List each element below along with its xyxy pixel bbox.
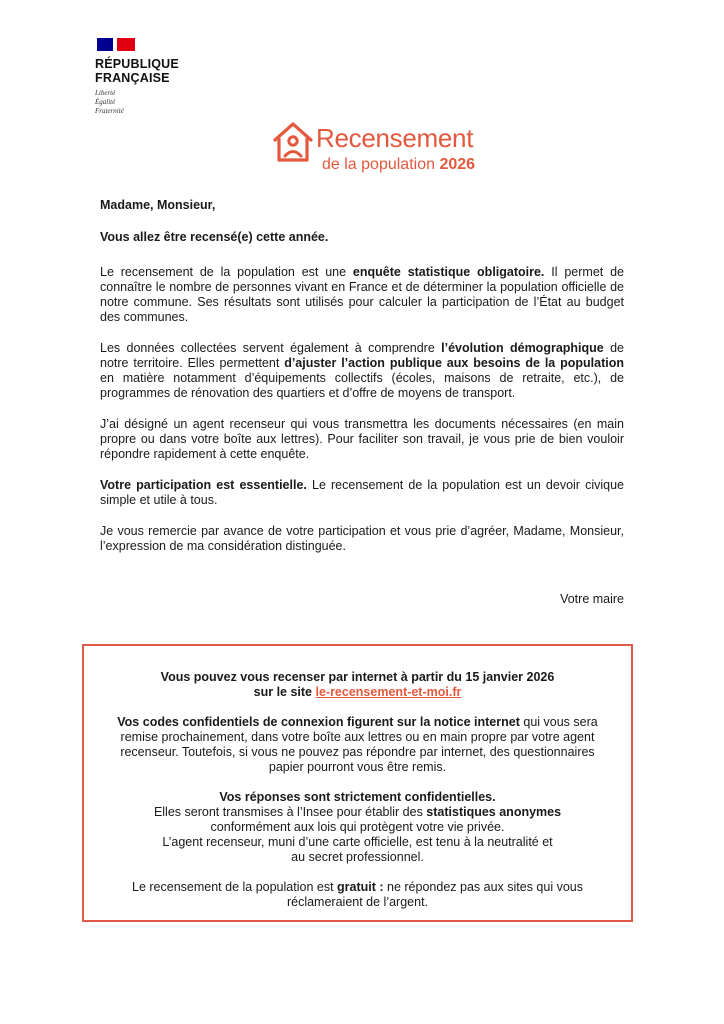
republic-name: RÉPUBLIQUE FRANÇAISE — [95, 57, 179, 85]
paragraph-1: Le recensement de la population est une enquête statistique obligatoire. Il permet de connaître le nombre de personnes vivant en France et de déterminer la population officielle de notre commune. Ses résultats sont utilisés pour calculer la participation de l’État au budget des communes. — [100, 265, 625, 324]
motto: Liberté Égalité Fraternité — [95, 89, 124, 115]
codes-paragraph: Vos codes confidentiels de connexion figurent sur la notice internet qui vous sera remise prochainement, dans votre boîte aux lettres ou en main propre par votre agent recenseur. Toutefois, si vous ne pouvez pas répondre par internet, des questionnaires papier pourront vous être remis. — [117, 715, 598, 774]
republique-francaise-logo — [95, 38, 179, 116]
info-box — [82, 644, 633, 922]
confidential-line-3: L’agent recenseur, muni d’une carte officielle, est tenu à la neutralité et — [162, 835, 553, 849]
campaign-title: Recensement — [316, 123, 474, 153]
letter-body — [100, 198, 624, 570]
campaign-subtitle: de la population 2026 — [322, 156, 476, 173]
paragraph-2: Les données collectées servent également à comprendre l’évolution démographique de notre territoire. Elles permettent d’ajuster l’action publique aux besoins de la population en matière notamment d’équipements collectifs (écoles, maisons de retraite, etc.), de programmes de rénovation des quartiers et d’offre de moyens de transport. — [100, 341, 624, 400]
salutation: Madame, Monsieur, — [100, 198, 216, 212]
signature: Votre maire — [560, 592, 624, 606]
paragraph-4: Votre participation est essentielle. Le recensement de la population est un devoir civique simple et utile à tous. — [100, 478, 624, 507]
intro-line: Vous allez être recensé(e) cette année. — [100, 230, 329, 244]
confidential-line-4: au secret professionnel. — [291, 850, 424, 864]
website-line: sur le site le-recensement-et-moi.fr — [253, 685, 462, 699]
internet-date-line: Vous pouvez vous recenser par internet à partir du 15 janvier 2026 — [160, 670, 555, 684]
recensement-logo — [272, 118, 492, 180]
confidential-title: Vos réponses sont strictement confidentielles. — [219, 790, 496, 804]
census-website-link[interactable]: le-recensement-et-moi.fr — [315, 685, 462, 699]
house-person-icon — [272, 120, 314, 164]
marianne-flag-icon — [97, 38, 135, 51]
confidential-line-2: conformément aux lois qui protègent votre vie privée. — [210, 820, 505, 834]
free-paragraph: Le recensement de la population est gratuit : ne répondez pas aux sites qui vous réclameraient de l’argent. — [132, 880, 583, 909]
paragraph-5: Je vous remercie par avance de votre participation et vous prie d’agréer, Madame, Monsieur, l’expression de ma considération distinguée. — [100, 524, 624, 553]
confidential-line-1: Elles seront transmises à l’Insee pour établir des statistiques anonymes — [153, 805, 562, 819]
paragraph-3: J’ai désigné un agent recenseur qui vous transmettra les documents nécessaires (en main propre ou dans votre boîte aux lettres). Pour faciliter son travail, je vous prie de bien vouloir répondre rapidement à cette enquête. — [100, 417, 624, 461]
